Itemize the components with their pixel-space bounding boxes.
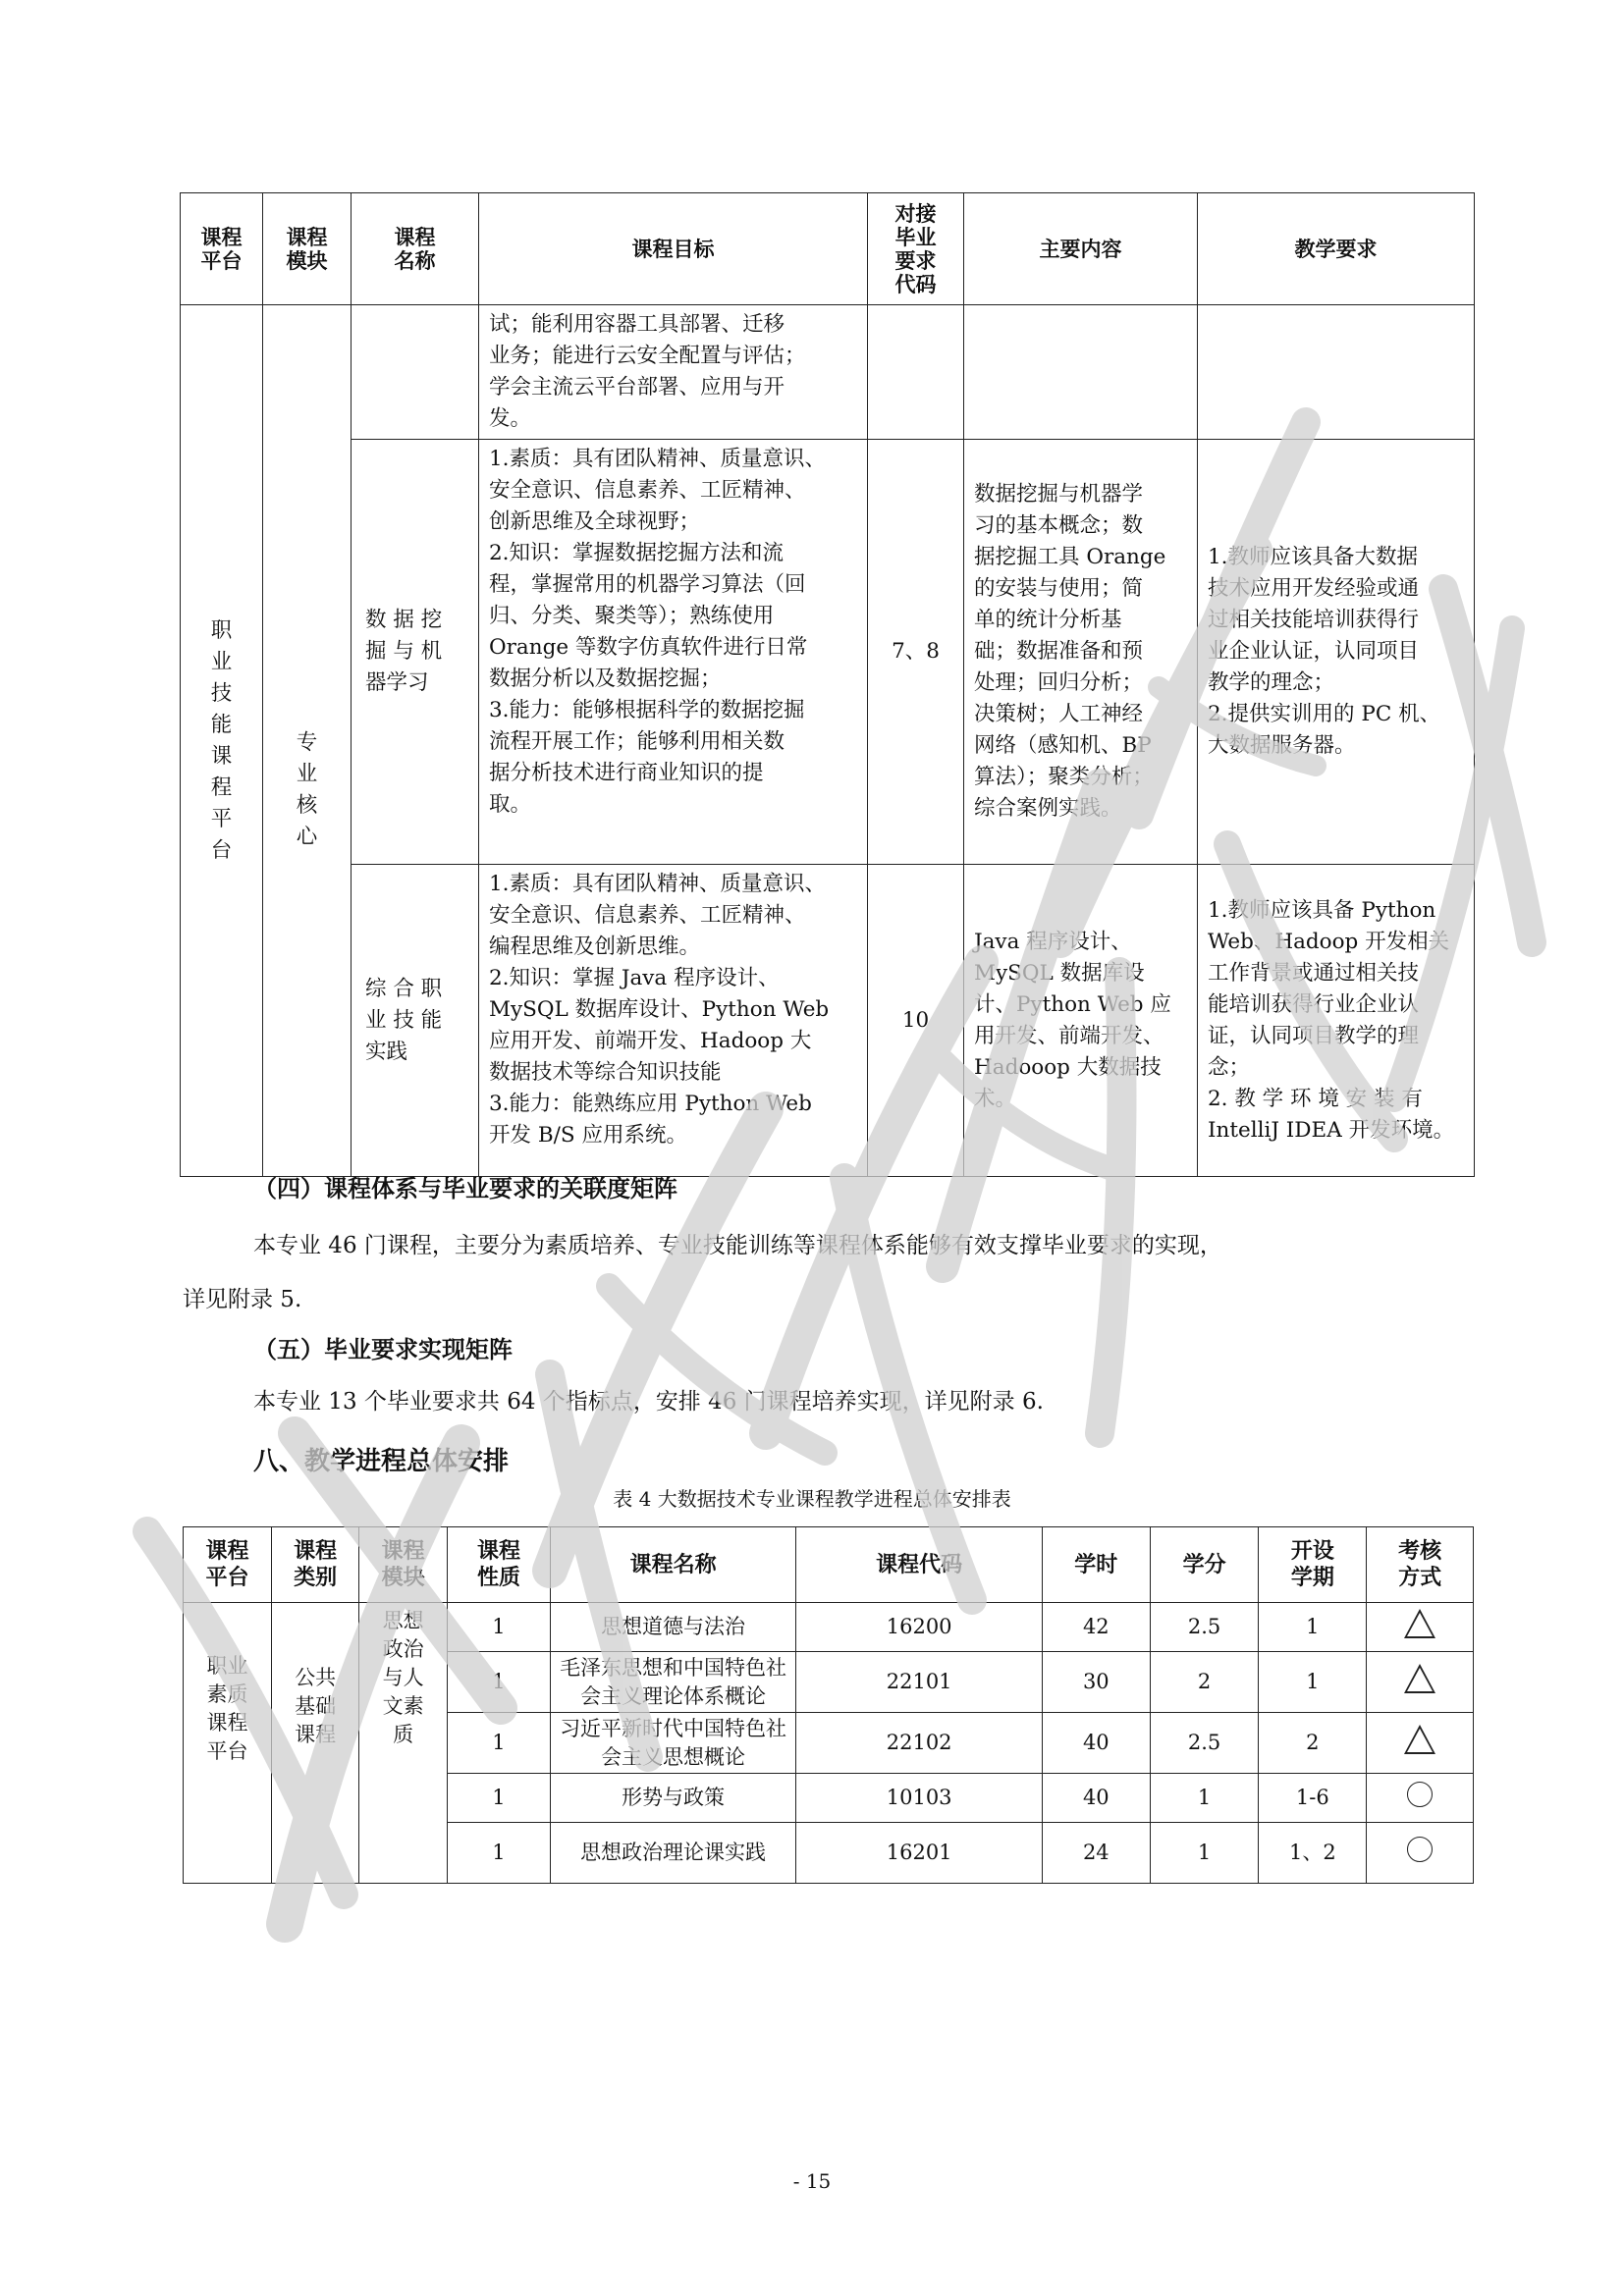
requirement-code-cell	[868, 865, 964, 1177]
goal-line: 安全意识、信息素养、工匠精神、	[489, 478, 806, 503]
table2-header-text: 学分	[1182, 1552, 1226, 1577]
main-content-cell	[964, 305, 1198, 440]
table2-header-text: 开设	[1290, 1539, 1334, 1564]
platform-cell-text: 职业	[206, 1654, 248, 1678]
table2-header-text: 类别	[294, 1566, 338, 1590]
exam-method-cell	[1367, 1823, 1474, 1884]
triangle-icon	[1404, 1725, 1435, 1754]
table2-header-text: 课程	[381, 1539, 425, 1564]
table1-header	[868, 193, 964, 305]
triangle-icon	[1404, 1609, 1435, 1638]
content-line: 综合案例实践。	[974, 796, 1122, 821]
table1-header	[181, 193, 263, 305]
table2-header	[796, 1527, 1043, 1603]
req-line: 大数据服务器。	[1208, 733, 1356, 758]
course-nature-cell-text: 1	[492, 1786, 506, 1809]
platform-char: 程	[210, 774, 233, 800]
course-goal-cell	[479, 440, 868, 865]
table2-header	[1367, 1527, 1474, 1603]
category-cell-text: 公共	[295, 1666, 337, 1689]
course-name-cell	[352, 865, 479, 1177]
course-name-cell	[352, 440, 479, 865]
module-char: 业	[296, 762, 318, 786]
req-line: 2. 教 学 环 境 安 装 有	[1208, 1086, 1423, 1111]
table2-header	[1150, 1527, 1259, 1603]
circle-icon	[1407, 1782, 1433, 1807]
name-text: 实践	[365, 1039, 408, 1064]
course-nature-cell	[448, 1823, 551, 1884]
goal-line: 编程思维及创新思维。	[489, 934, 701, 959]
course-code-cell-text: 16200	[886, 1615, 952, 1638]
table1-header-text: 毕业	[894, 225, 937, 249]
credits-cell-text: 1	[1197, 1841, 1212, 1864]
table1-header-text: 对接	[894, 201, 937, 226]
platform-char: 能	[210, 712, 233, 737]
table1-header	[263, 193, 352, 305]
course-name-cell-text: 会主义理论体系概论	[580, 1683, 767, 1708]
content-line: 用开发、前端开发、	[974, 1023, 1164, 1048]
platform-char: 台	[210, 837, 233, 863]
term-cell-text: 1-6	[1295, 1786, 1329, 1809]
section-4-text-line-1: 本专业 46 门课程，主要分为素质培养、专业技能训练等课程体系能够有效支撑毕业要求的实现，	[253, 1233, 1222, 1258]
section-5-title: （五）毕业要求实现矩阵	[253, 1336, 513, 1363]
course-name-cell	[550, 1823, 796, 1884]
content-line: 术。	[974, 1086, 1017, 1111]
section-4-title: （四）课程体系与毕业要求的关联度矩阵	[253, 1175, 677, 1202]
content-line: 算法）；聚类分析；	[974, 765, 1154, 789]
credits-cell-text: 2	[1197, 1670, 1212, 1693]
table2-header-text: 模块	[381, 1566, 425, 1590]
table2-header-text: 学期	[1290, 1566, 1334, 1590]
platform-cell-text: 平台	[206, 1739, 248, 1763]
term-cell	[1259, 1652, 1367, 1713]
hours-cell	[1042, 1603, 1150, 1652]
name-text: 掘 与 机	[365, 639, 443, 664]
table2-header-text: 性质	[476, 1566, 520, 1590]
hours-cell-text: 40	[1082, 1786, 1110, 1809]
requirement-code-cell	[868, 440, 964, 865]
content-line: Java 程序设计、	[974, 929, 1132, 954]
hours-cell	[1042, 1774, 1150, 1823]
table1-header-text: 平台	[200, 248, 243, 273]
main-content-cell	[964, 865, 1198, 1177]
course-module-cell	[263, 305, 352, 1177]
course-name-cell	[550, 1713, 796, 1774]
goal-line: 归、分类、聚类等）；熟练使用	[489, 604, 775, 628]
code-text: 10	[901, 1007, 930, 1033]
module-cell-text: 思想	[382, 1609, 424, 1632]
goal-line: 试；能利用容器工具部署、迁移	[489, 312, 785, 337]
content-line: 数据挖掘与机器学	[974, 482, 1144, 507]
table1-header-text: 名称	[394, 248, 436, 273]
course-name-cell	[550, 1652, 796, 1713]
course-name-cell	[550, 1774, 796, 1823]
table1-row	[181, 440, 1475, 865]
triangle-icon	[1404, 1664, 1435, 1693]
table1-header-text: 代码	[894, 272, 937, 296]
course-code-cell-text: 22101	[886, 1670, 952, 1693]
platform-cell	[184, 1603, 272, 1884]
table2-header-text: 方式	[1398, 1566, 1442, 1590]
table1-header-text: 模块	[286, 248, 328, 273]
term-cell	[1259, 1603, 1367, 1652]
content-line: 础；数据准备和预	[974, 639, 1144, 664]
table1-header-text: 课程目标	[631, 237, 715, 261]
course-nature-cell	[448, 1652, 551, 1713]
credits-cell-text: 2.5	[1187, 1615, 1221, 1638]
credits-cell	[1150, 1823, 1259, 1884]
goal-line: 1.素质：具有团队精神、质量意识、	[489, 872, 827, 896]
module-cell-text: 政治	[382, 1637, 424, 1661]
req-line: 能培训获得行业企业认	[1208, 991, 1420, 1017]
module-char: 心	[296, 825, 318, 849]
course-nature-cell	[448, 1603, 551, 1652]
module-char: 核	[296, 793, 318, 818]
content-line: 网络（感知机、BP	[974, 733, 1152, 758]
module-cell-text: 与人	[382, 1666, 424, 1689]
platform-char: 业	[210, 649, 233, 674]
table2-header-text: 课程名称	[629, 1552, 717, 1577]
content-line: 习的基本概念；数	[974, 513, 1144, 538]
goal-line: 应用开发、前端开发、Hadoop 大	[489, 1029, 812, 1053]
table2-header	[184, 1527, 272, 1603]
table2-header-text: 考核	[1398, 1539, 1442, 1564]
goal-line: 取。	[489, 792, 532, 817]
req-line: 2.提供实训用的 PC 机、	[1208, 702, 1441, 726]
table2-header-row	[184, 1527, 1474, 1603]
main-content-cell	[964, 440, 1198, 865]
teaching-requirement-cell	[1198, 440, 1475, 865]
course-code-cell	[796, 1774, 1043, 1823]
goal-line: 2.知识：掌握 Java 程序设计、	[489, 966, 780, 990]
code-text: 7、8	[892, 639, 940, 664]
platform-cell-text: 素质	[206, 1682, 248, 1706]
table1-header-text: 课程	[286, 225, 328, 249]
course-code-cell	[796, 1603, 1043, 1652]
req-line: 证，认同项目教学的理	[1208, 1023, 1420, 1048]
goal-line: 3.能力：能熟练应用 Python Web	[489, 1092, 812, 1116]
module-cell	[359, 1603, 448, 1884]
term-cell-text: 1	[1306, 1615, 1320, 1638]
table2-header	[1259, 1527, 1367, 1603]
table2-header	[359, 1527, 448, 1603]
table2-header-text: 平台	[205, 1566, 249, 1590]
course-nature-cell-text: 1	[492, 1670, 506, 1693]
table-caption: 表 4 大数据技术专业课程教学进程总体安排表	[613, 1487, 1011, 1511]
req-line: 技术应用开发经验或通	[1208, 576, 1420, 601]
platform-char: 技	[210, 680, 233, 706]
content-line: 处理；回归分析；	[974, 670, 1144, 695]
name-text: 数 据 挖	[365, 608, 443, 632]
exam-method-cell	[1367, 1713, 1474, 1774]
table1-header	[479, 193, 868, 305]
hours-cell	[1042, 1823, 1150, 1884]
table2-header-text: 课程	[205, 1539, 249, 1564]
goal-line: 学会主流云平台部署、应用与开	[489, 375, 785, 400]
course-name-cell-text: 毛泽东思想和中国特色社	[560, 1655, 787, 1680]
goal-line: 创新思维及全球视野；	[489, 509, 701, 534]
table1-header	[1198, 193, 1475, 305]
page-number: - 15	[792, 2169, 832, 2193]
course-code-cell	[796, 1652, 1043, 1713]
hours-cell	[1042, 1652, 1150, 1713]
course-nature-cell-text: 1	[492, 1841, 506, 1864]
course-nature-cell	[448, 1774, 551, 1823]
course-name-cell-text: 会主义思想概论	[601, 1744, 746, 1769]
table2-header-text: 学时	[1074, 1552, 1118, 1577]
course-code-cell-text: 22102	[886, 1731, 952, 1754]
exam-method-cell	[1367, 1603, 1474, 1652]
credits-cell-text: 2.5	[1187, 1731, 1221, 1754]
credits-cell	[1150, 1603, 1259, 1652]
content-line: 计、Python Web 应	[974, 991, 1171, 1017]
table2-header	[448, 1527, 551, 1603]
module-cell-text: 质	[393, 1723, 414, 1746]
name-text: 业 技 能	[365, 1007, 443, 1033]
term-cell	[1259, 1823, 1367, 1884]
credits-cell	[1150, 1774, 1259, 1823]
table1-row	[181, 865, 1475, 1177]
term-cell-text: 1、2	[1288, 1841, 1336, 1864]
table2-header	[1042, 1527, 1150, 1603]
module-cell-text: 文素	[382, 1694, 424, 1718]
course-name-cell-text: 形势与政策	[622, 1786, 726, 1809]
table1-header-row	[181, 193, 1475, 305]
table1-row	[181, 305, 1475, 440]
course-goal-cell	[479, 305, 868, 440]
circle-icon	[1407, 1837, 1433, 1862]
category-cell	[272, 1603, 359, 1884]
table2-header	[550, 1527, 796, 1603]
course-name-cell	[352, 305, 479, 440]
goal-line: 安全意识、信息素养、工匠精神、	[489, 903, 806, 928]
teaching-requirement-cell	[1198, 865, 1475, 1177]
hours-cell-text: 42	[1082, 1615, 1110, 1638]
course-nature-cell-text: 1	[492, 1731, 506, 1754]
platform-char: 平	[210, 806, 233, 831]
course-code-cell-text: 16201	[886, 1841, 952, 1864]
schedule-row	[184, 1603, 1474, 1652]
table2-header-text: 课程	[294, 1539, 338, 1564]
content-line: 的安装与使用；简	[974, 576, 1144, 601]
goal-line: 业务；能进行云安全配置与评估；	[489, 344, 806, 368]
goal-line: MySQL 数据库设计、Python Web	[489, 997, 830, 1022]
goal-line: 1.素质：具有团队精神、质量意识、	[489, 447, 827, 471]
content-line: MySQL 数据库设	[974, 960, 1145, 986]
req-line: 1.教师应该具备大数据	[1208, 545, 1419, 569]
content-line: Hadooop 大数据技	[974, 1054, 1162, 1080]
req-line: 念；	[1208, 1054, 1251, 1080]
course-schedule-table	[183, 1526, 1474, 1884]
name-text: 器学习	[365, 670, 429, 695]
hours-cell-text: 24	[1082, 1841, 1110, 1864]
course-nature-cell-text: 1	[492, 1615, 506, 1638]
goal-line: 据分析技术进行商业知识的提	[489, 761, 764, 785]
goal-line: 程，掌握常用的机器学习算法（回	[489, 572, 806, 597]
category-cell-text: 课程	[295, 1723, 337, 1746]
content-line: 据挖掘工具 Orange	[974, 545, 1166, 569]
req-line: 业企业认证，认同项目	[1208, 639, 1420, 664]
content-line: 决策树；人工神经	[974, 702, 1144, 726]
teaching-requirement-cell	[1198, 305, 1475, 440]
table1-header-text: 要求	[894, 248, 937, 273]
req-line: 工作背景或通过相关技	[1208, 960, 1420, 986]
goal-line: 3.能力：能够根据科学的数据挖掘	[489, 698, 805, 722]
req-line: IntelliJ IDEA 开发环境。	[1208, 1117, 1455, 1143]
goal-line: 2.知识：掌握数据挖掘方法和流	[489, 541, 785, 565]
exam-method-cell	[1367, 1774, 1474, 1823]
course-code-cell	[796, 1713, 1043, 1774]
course-name-cell-text: 习近平新时代中国特色社	[560, 1716, 787, 1740]
req-line: 过相关技能培训获得行	[1208, 608, 1420, 632]
course-code-cell	[796, 1823, 1043, 1884]
req-line: 1.教师应该具备 Python	[1208, 897, 1436, 923]
req-line: 教学的理念；	[1208, 670, 1335, 695]
table1-header-text: 课程	[394, 225, 436, 249]
hours-cell-text: 30	[1082, 1670, 1110, 1693]
goal-line: 开发 B/S 应用系统。	[489, 1123, 687, 1148]
section-4-text-line-2: 详见附录 5.	[183, 1287, 302, 1312]
platform-char: 职	[210, 617, 233, 643]
table1-header-text: 主要内容	[1039, 237, 1122, 261]
term-cell	[1259, 1713, 1367, 1774]
course-nature-cell	[448, 1713, 551, 1774]
course-name-cell-text: 思想政治理论课实践	[580, 1841, 767, 1864]
goal-line: Orange 等数字仿真软件进行日常	[489, 635, 808, 660]
goal-line: 数据分析以及数据挖掘；	[489, 667, 722, 691]
table2-header-text: 课程	[476, 1539, 520, 1564]
table1-header	[964, 193, 1198, 305]
table2-header	[272, 1527, 359, 1603]
platform-char: 课	[210, 743, 233, 769]
goal-line: 流程开展工作；能够利用相关数	[489, 729, 785, 754]
term-cell-text: 1	[1306, 1670, 1320, 1693]
credits-cell	[1150, 1652, 1259, 1713]
course-platform-cell	[181, 305, 263, 1177]
goal-line: 数据技术等综合知识技能	[489, 1060, 722, 1085]
course-goal-cell	[479, 865, 868, 1177]
credits-cell	[1150, 1713, 1259, 1774]
section-5-text: 本专业 13 个毕业要求共 64 个指标点，安排 46 门课程培养实现，详见附录 6.	[253, 1389, 1044, 1415]
module-char: 专	[296, 730, 318, 755]
table2-header-text: 课程代码	[876, 1552, 963, 1577]
category-cell-text: 基础	[295, 1694, 337, 1718]
table1-header-text: 课程	[200, 225, 243, 249]
table1-header	[352, 193, 479, 305]
term-cell-text: 2	[1306, 1731, 1320, 1754]
hours-cell-text: 40	[1082, 1731, 1110, 1754]
platform-cell-text: 课程	[206, 1711, 248, 1735]
content-line: 单的统计分析基	[974, 608, 1122, 632]
requirement-code-cell	[868, 305, 964, 440]
course-name-cell	[550, 1603, 796, 1652]
credits-cell-text: 1	[1197, 1786, 1212, 1809]
goal-line: 发。	[489, 406, 532, 431]
term-cell	[1259, 1774, 1367, 1823]
table1-header-text: 教学要求	[1294, 237, 1378, 261]
name-text: 综 合 职	[365, 976, 443, 1001]
course-name-cell-text: 思想道德与法治	[601, 1615, 746, 1638]
course-table-1	[180, 192, 1475, 1177]
course-code-cell-text: 10103	[886, 1786, 952, 1809]
exam-method-cell	[1367, 1652, 1474, 1713]
section-8-title: 八、教学进程总体安排	[253, 1447, 510, 1476]
hours-cell	[1042, 1713, 1150, 1774]
req-line: Web、Hadoop 开发相关	[1208, 929, 1450, 954]
